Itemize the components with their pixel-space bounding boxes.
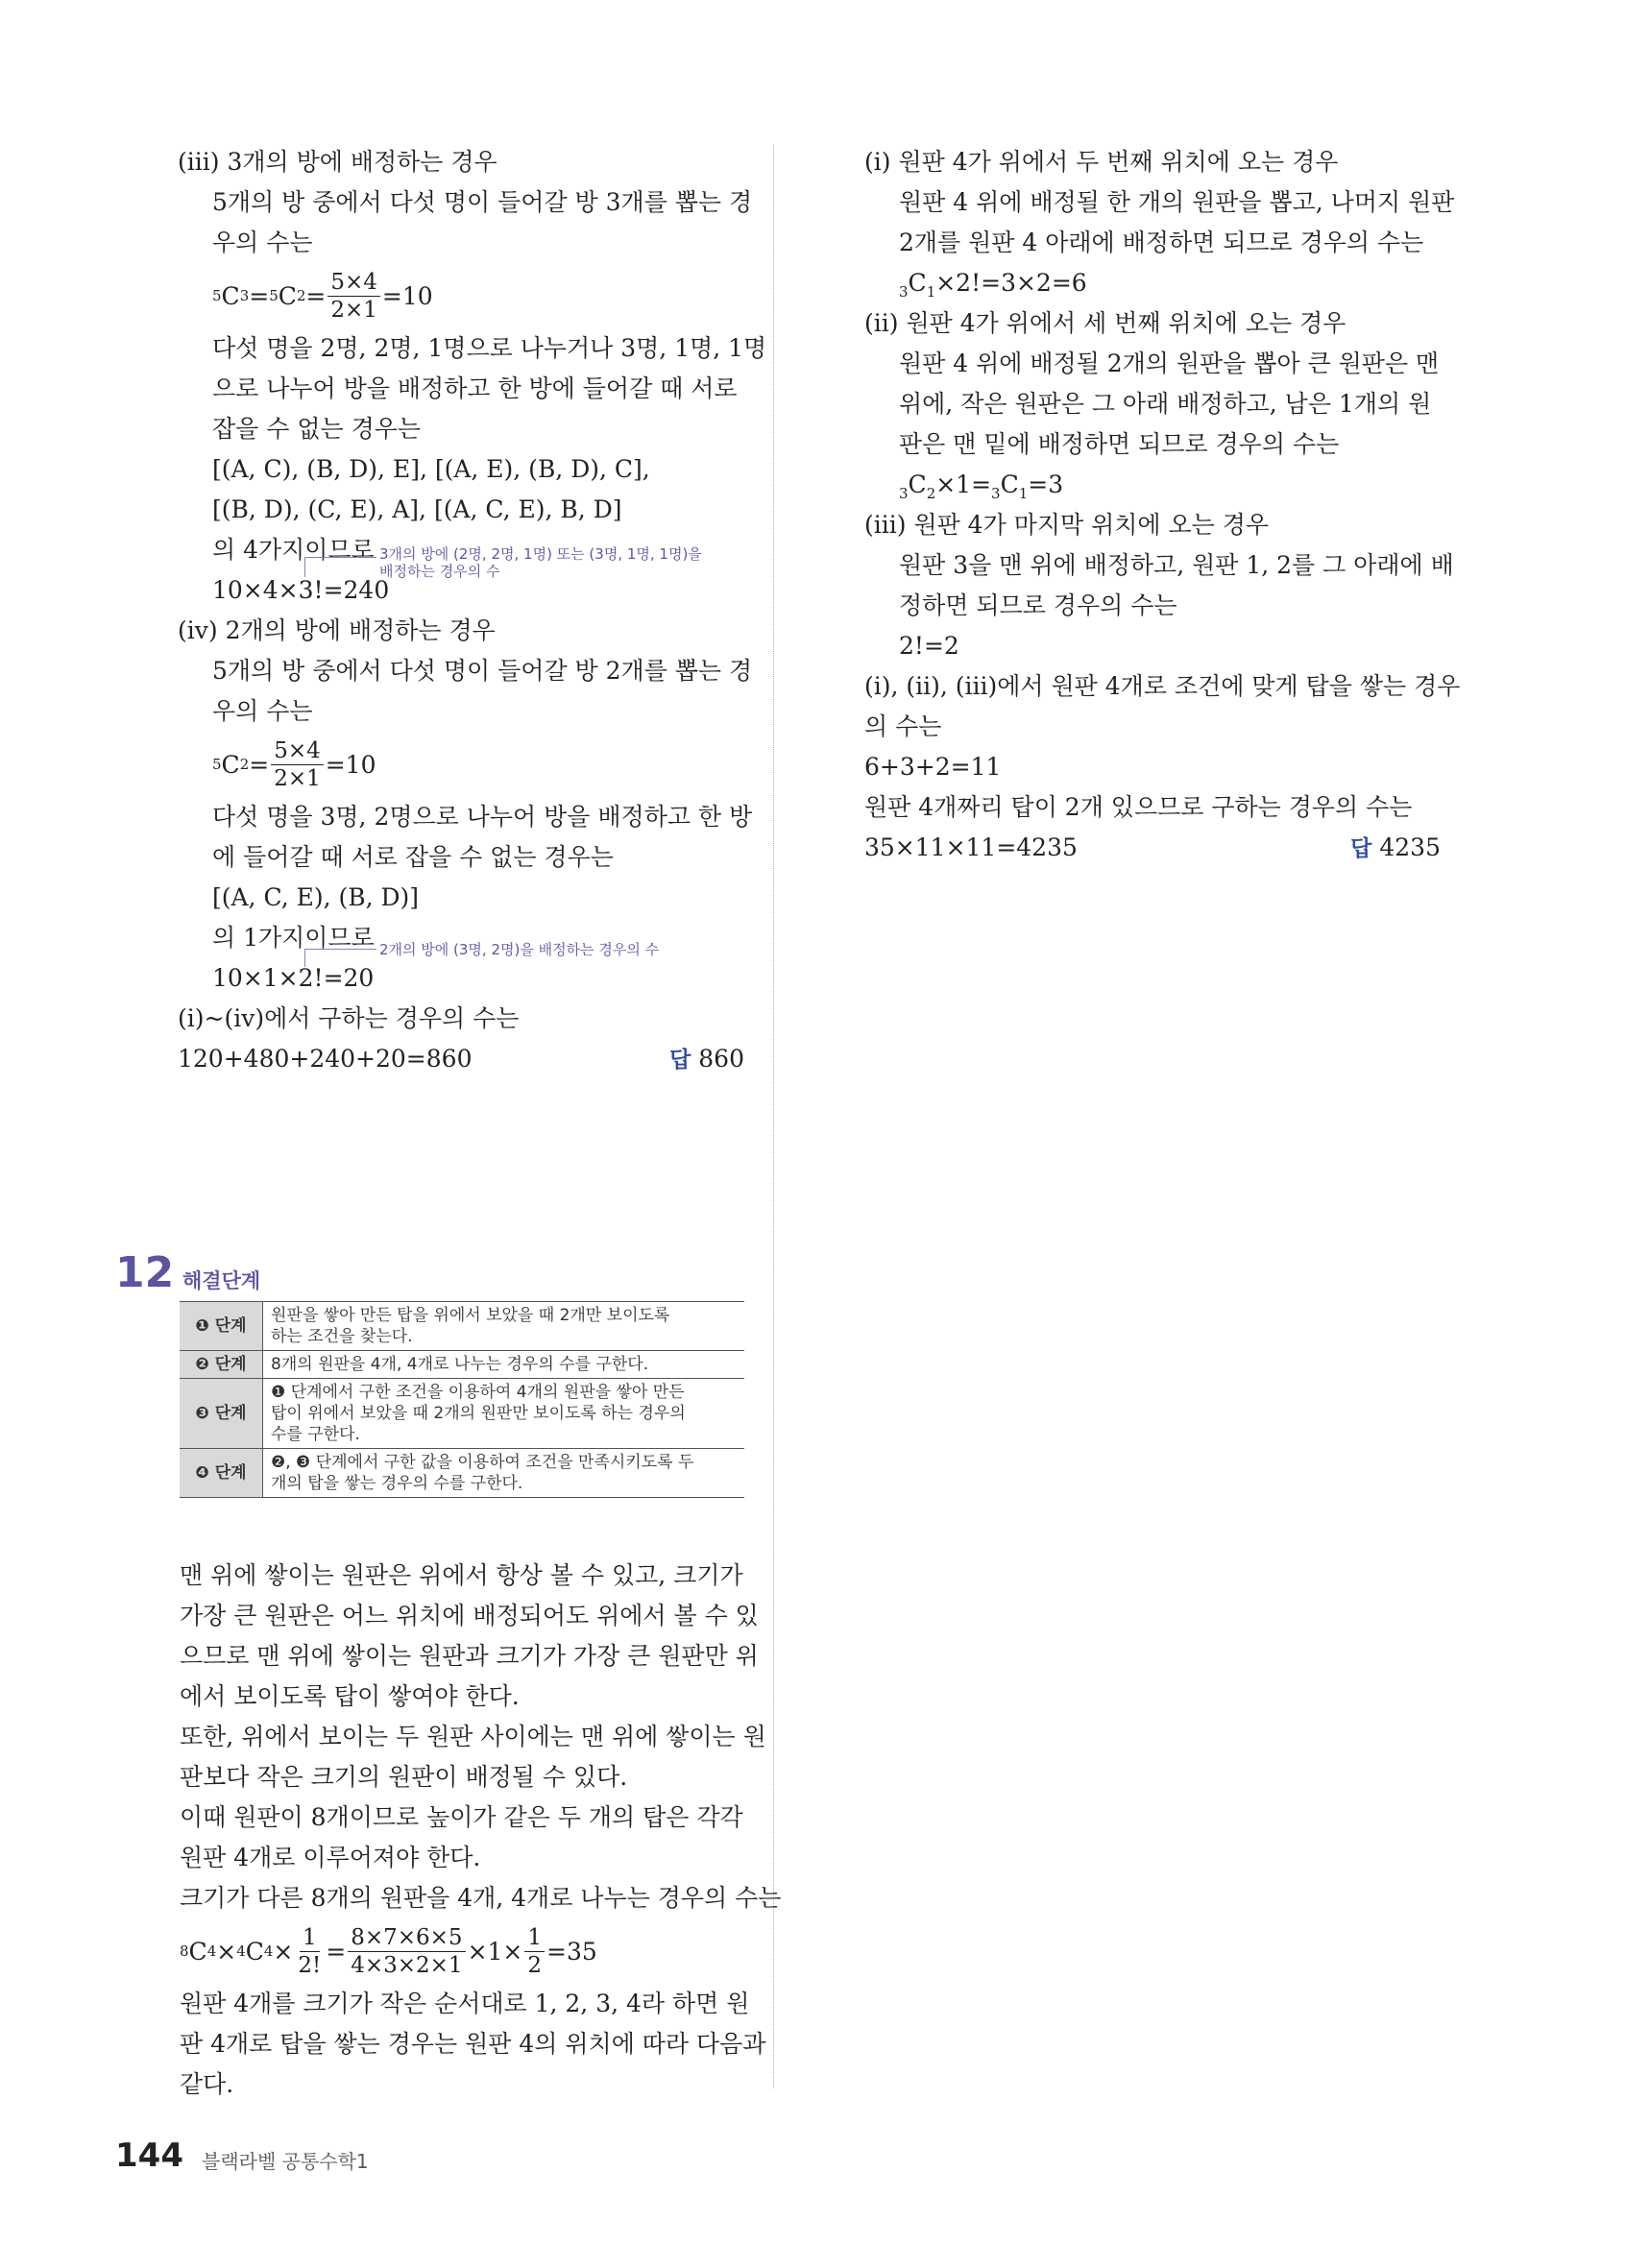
text-line: 원판 4 위에 배정될 2개의 원판을 뽑아 큰 원판은 맨 — [899, 350, 1440, 377]
text-line: (i)~(iv)에서 구하는 경우의 수는 — [178, 1004, 520, 1032]
sum-calc: 120+480+240+20=860 — [178, 1045, 473, 1073]
text-line: 에 들어갈 때 서로 잡을 수 없는 경우는 — [212, 843, 614, 871]
text-line: 정하면 되므로 경우의 수는 — [899, 591, 1177, 619]
text-line: 5개의 방 중에서 다섯 명이 들어갈 방 3개를 뽑는 경 — [212, 188, 753, 216]
text-line: 원판 4개짜리 탑이 2개 있으므로 구하는 경우의 수는 — [864, 793, 1413, 821]
text-line: 맨 위에 쌓이는 원판은 위에서 항상 볼 수 있고, 크기가 — [180, 1561, 743, 1589]
answer — [669, 1039, 744, 1079]
text-line: 원판 4개로 이루어져야 한다. — [180, 1844, 481, 1871]
text-line: 의 수는 — [864, 712, 942, 740]
answer — [1350, 828, 1441, 868]
answer-value: 860 — [698, 1045, 744, 1073]
problem-number: 12 — [115, 1248, 175, 1297]
solution-text — [180, 1556, 782, 2105]
text-line: 의 4가지이므로 — [212, 536, 375, 564]
text-line: 우의 수는 — [212, 697, 313, 725]
text-line: 의 1가지이므로 — [212, 924, 375, 952]
case3-calc: 10×4×3!=240 — [212, 576, 390, 604]
text-line: 2개를 원판 4 아래에 배정하면 되므로 경우의 수는 — [899, 229, 1424, 256]
page-number: 144 — [115, 2136, 183, 2175]
step-text: 원판을 쌓아 만든 탑을 위에서 보았을 때 2개만 보이도록 하는 조건을 찾는다. — [263, 1302, 745, 1351]
right-column — [864, 142, 1461, 868]
text-line: 이때 원판이 8개이므로 높이가 같은 두 개의 탑은 각각 — [180, 1803, 743, 1831]
text-line: 판은 맨 밑에 배정하면 되므로 경우의 수는 — [899, 430, 1340, 458]
step-text: ❶ 단계에서 구한 조건을 이용하여 4개의 원판을 쌓아 만든 탑이 위에서 보았을 때 2개의 원판만 보이도록 하는 경우의 수를 구한다. — [263, 1379, 745, 1449]
case3-formula: 5 C 3 = 5 C 2 = $\frac{5\times 4}{2\times 1}$ =10 — [212, 269, 433, 323]
case1-calc: $_3C_1\times 2!=3\times 2=6$ — [899, 269, 1087, 301]
text-line: [(B, D), (C, E), A], [(A, C, E), B, D] — [212, 495, 622, 523]
text-line: [(A, C, E), (B, D)] — [212, 883, 420, 911]
text-line: 또한, 위에서 보이는 두 원판 사이에는 맨 위에 쌓이는 원 — [180, 1723, 766, 1750]
solution-formula: 8 C 4 × 4 C 4 × $\frac{1}{2!}$ = $\frac{8\times 7\times 6\times 5}{4\times 3\times 2\times 1}$ ×1× $\frac{1}{2}$ =35 — [180, 1924, 597, 1978]
column-divider — [773, 144, 774, 2088]
annotation-bracket — [304, 557, 376, 577]
text-line: 으로 나누어 방을 배정하고 한 방에 들어갈 때 서로 — [212, 374, 738, 402]
text-line: 다섯 명을 2명, 2명, 1명으로 나누거나 3명, 1명, 1명 — [212, 334, 767, 362]
step-text: 8개의 원판을 4개, 4개로 나누는 경우의 수를 구한다. — [263, 1351, 745, 1379]
answer-row — [864, 828, 1441, 868]
text-line: 원판 4개를 크기가 작은 순서대로 1, 2, 3, 4라 하면 원 — [180, 1990, 750, 2017]
step-label: ❶ 단계 — [180, 1302, 263, 1351]
case4-calc: 10×1×2!=20 — [212, 964, 375, 992]
case2-calc: $_3C_2\times 1=_3C_1=3$ — [899, 470, 1064, 502]
text-line: [(A, C), (B, D), E], [(A, E), (B, D), C], — [212, 455, 650, 483]
step-row — [180, 1379, 744, 1449]
text-line: 5개의 방 중에서 다섯 명이 들어갈 방 2개를 뽑는 경 — [212, 657, 753, 685]
text-line: 잡을 수 없는 경우는 — [212, 415, 422, 443]
text-line: 원판 3을 맨 위에 배정하고, 원판 1, 2를 그 아래에 배 — [899, 551, 1454, 579]
case3-heading: (iii) 원판 4가 마지막 위치에 오는 경우 — [864, 511, 1270, 539]
text-line: (i), (ii), (iii)에서 원판 4개로 조건에 맞게 탑을 쌓는 경우 — [864, 672, 1461, 700]
text-line: 같다. — [180, 2070, 234, 2098]
case4-heading: (iv) 2개의 방에 배정하는 경우 — [178, 616, 496, 644]
case3-calc: 2!=2 — [899, 632, 959, 660]
case2-heading: (ii) 원판 4가 위에서 세 번째 위치에 오는 경우 — [864, 309, 1346, 337]
text-line: 판 4개로 탑을 쌓는 경우는 원판 4의 위치에 따라 다음과 — [180, 2030, 766, 2058]
case3-annotation: 3개의 방에 (2명, 2명, 1명) 또는 (3명, 1명, 1명)을 배정하는 경우의 수 — [379, 545, 702, 580]
final-calc: 35×11×11=4235 — [864, 833, 1078, 861]
problem-subtitle: 해결단계 — [182, 1269, 261, 1292]
book-title: 블랙라벨 공통수학1 — [202, 2150, 369, 2173]
step-row — [180, 1302, 744, 1351]
step-row — [180, 1351, 744, 1379]
step-row — [180, 1449, 744, 1498]
steps-table — [180, 1301, 744, 1498]
annotation-bracket — [304, 949, 376, 967]
step-text: ❷, ❸ 단계에서 구한 값을 이용하여 조건을 만족시키도록 두 개의 탑을 쌓는 경우의 수를 구한다. — [263, 1449, 745, 1498]
step-label: ❸ 단계 — [180, 1379, 263, 1449]
step-label: ❷ 단계 — [180, 1351, 263, 1379]
case3-heading: (iii) 3개의 방에 배정하는 경우 — [178, 148, 497, 176]
case4-annotation: 2개의 방에 (3명, 2명)을 배정하는 경우의 수 — [379, 941, 660, 958]
text-line: 판보다 작은 크기의 원판이 배정될 수 있다. — [180, 1763, 628, 1791]
case4-calc-row — [178, 941, 744, 999]
sum-calc: 6+3+2=11 — [864, 753, 1002, 781]
text-line: 에서 보이도록 탑이 쌓여야 한다. — [180, 1682, 520, 1710]
text-line: 크기가 다른 8개의 원판을 4개, 4개로 나누는 경우의 수는 — [180, 1884, 782, 1912]
text-line: 가장 큰 원판은 어느 위치에 배정되어도 위에서 볼 수 있 — [180, 1602, 759, 1629]
text-line: 위에, 작은 원판은 그 아래 배정하고, 남은 1개의 원 — [899, 390, 1432, 418]
answer-label: 답 — [1350, 836, 1372, 861]
text-line: 으므로 맨 위에 쌓이는 원판과 크기가 가장 큰 원판만 위 — [180, 1642, 759, 1670]
left-column — [178, 142, 767, 1079]
answer-row — [178, 1039, 744, 1079]
text-line: 다섯 명을 3명, 2명으로 나누어 방을 배정하고 한 방 — [212, 803, 753, 831]
text-line: 원판 4 위에 배정될 한 개의 원판을 뽑고, 나머지 원판 — [899, 188, 1455, 216]
case4-formula: 5 C 2 = $\frac{5\times 4}{2\times 1}$ =10 — [212, 737, 376, 791]
step-label: ❹ 단계 — [180, 1449, 263, 1498]
answer-value: 4235 — [1379, 833, 1441, 861]
case1-heading: (i) 원판 4가 위에서 두 번째 위치에 오는 경우 — [864, 148, 1339, 176]
text-line: 우의 수는 — [212, 229, 313, 256]
answer-label: 답 — [669, 1048, 691, 1073]
